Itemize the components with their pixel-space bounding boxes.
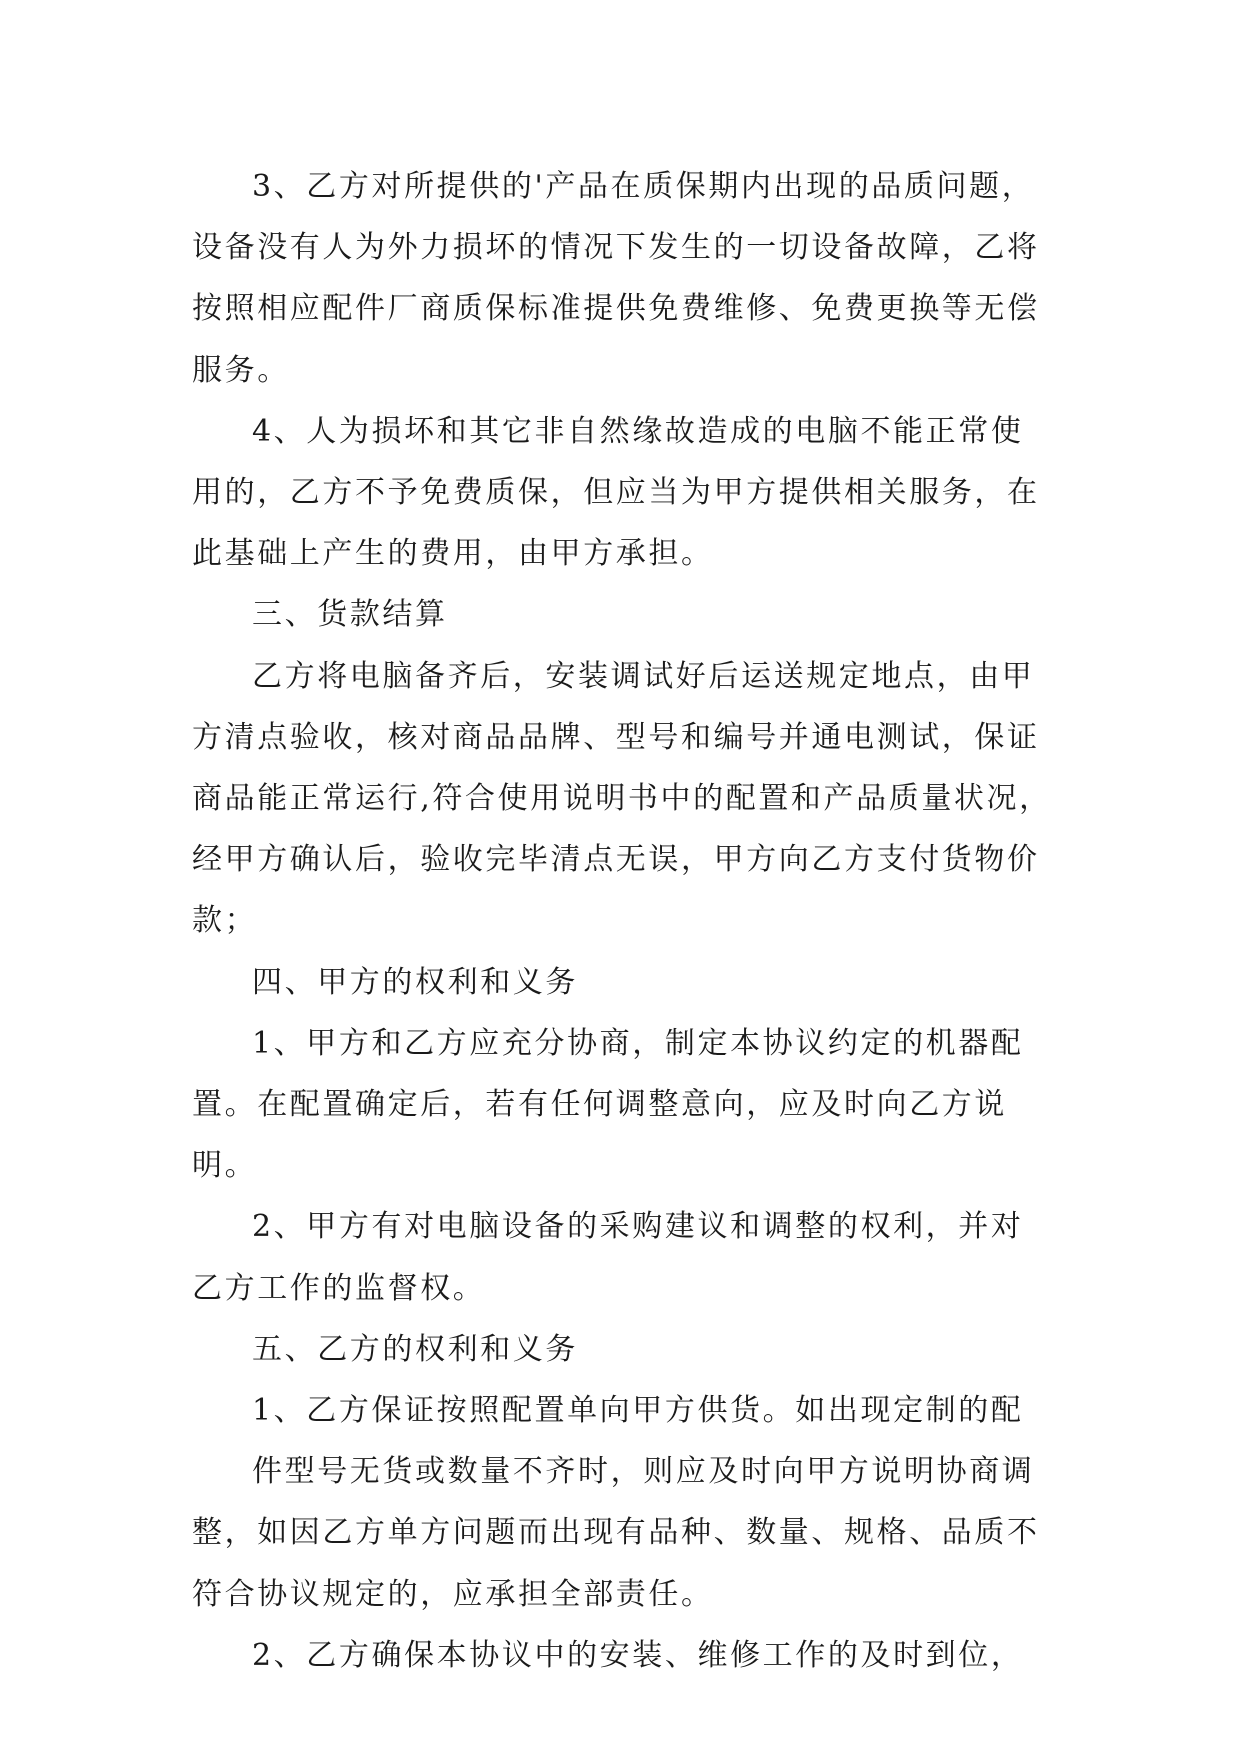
section-heading-party-b: 五、乙方的权利和义务 — [252, 1331, 578, 1367]
paragraph-party-a-2: 2、甲方有对电脑设备的采购建议和调整的权利，并对乙方工作的监督权。 — [192, 1209, 1024, 1306]
paragraph-warranty-exclusion: 4、人为损坏和其它非自然缘故造成的电脑不能正常使用的，乙方不予免费质保，但应当为甲方提供相关服务，在此基础上产生的费用，由甲方承担。 — [192, 413, 1040, 572]
paragraph-payment: 乙方将电脑备齐后，安装调试好后运送规定地点，由甲方清点验收，核对商品品牌、型号和编号并通电测试，保证商品能正常运行,符合使用说明书中的配置和产品质量状况，经甲方确认后，验收完毕清点无误，甲方向乙方支付货物价款； — [192, 658, 1052, 939]
paragraph-party-b-2: 2、乙方确保本协议中的安装、维修工作的及时到位， — [252, 1637, 1024, 1673]
paragraph-party-a-1: 1、甲方和乙方应充分协商，制定本协议约定的机器配置。在配置确定后，若有任何调整意向，应及时向乙方说明。 — [192, 1025, 1024, 1184]
paragraph-party-b-1-start: 1、乙方保证按照配置单向甲方供货。如出现定制的配 — [252, 1393, 1024, 1429]
section-heading-party-a: 四、甲方的权利和义务 — [252, 964, 578, 1000]
paragraph-warranty-quality: 3、乙方对所提供的'产品在质保期内出现的品质问题，设备没有人为外力损坏的情况下发生的一切设备故障，乙将按照相应配件厂商质保标准提供免费维修、免费更换等无偿服务。 — [192, 169, 1040, 388]
paragraph-party-b-1-cont: 件型号无货或数量不齐时，则应及时向甲方说明协商调整，如因乙方单方问题而出现有品种、数量、规格、品质不符合协议规定的，应承担全部责任。 — [192, 1454, 1040, 1612]
section-heading-payment: 三、货款结算 — [252, 597, 448, 633]
document-body — [192, 156, 1052, 1686]
